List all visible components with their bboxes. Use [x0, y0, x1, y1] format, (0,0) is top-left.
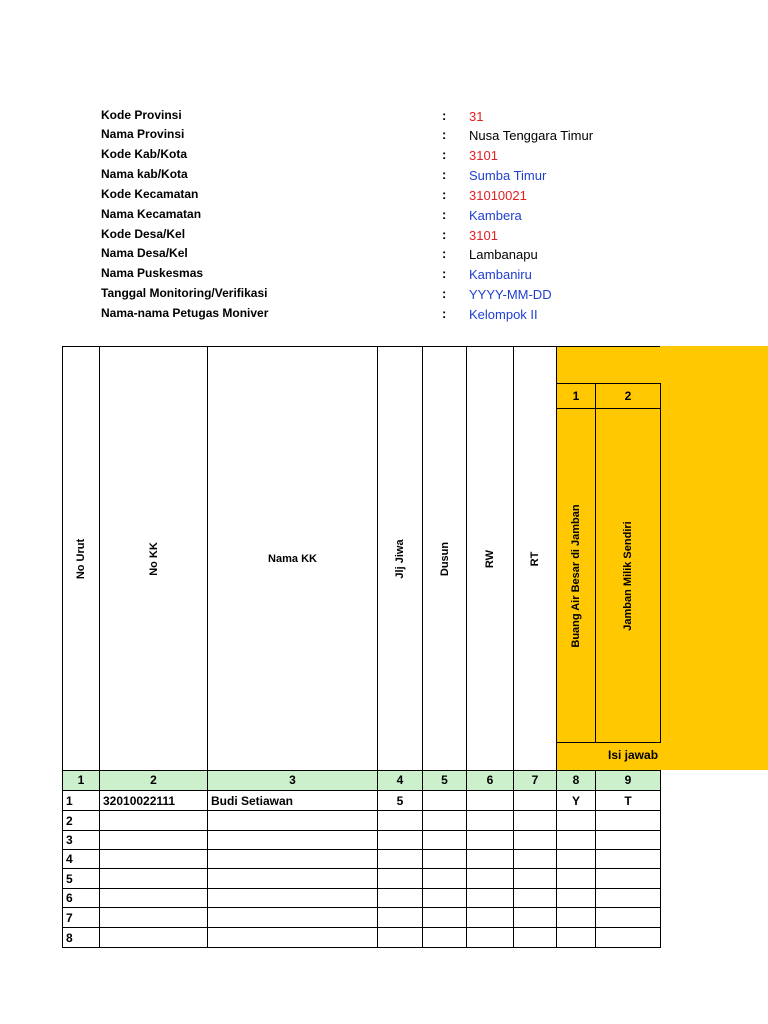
header-no-urut: [62, 346, 100, 771]
table-cell[interactable]: [207, 830, 378, 850]
table-cell[interactable]: [556, 830, 596, 850]
info-colon: :: [442, 147, 447, 162]
info-label: Nama Puskesmas: [101, 266, 204, 280]
table-cell[interactable]: 4: [62, 849, 100, 869]
table-cell[interactable]: [466, 888, 514, 908]
table-cell[interactable]: [595, 810, 661, 831]
info-row: [101, 207, 661, 227]
column-number: 9: [595, 770, 661, 791]
table-cell[interactable]: [466, 810, 514, 831]
info-label: Nama Provinsi: [101, 127, 185, 141]
table-cell[interactable]: T: [595, 790, 661, 811]
info-row: [101, 147, 661, 167]
table-cell[interactable]: [513, 907, 557, 928]
table-cell[interactable]: [99, 927, 208, 948]
header-no-kk: [99, 346, 208, 771]
info-value: 3101: [469, 148, 498, 163]
info-row: [101, 246, 661, 266]
column-number: 3: [207, 770, 378, 791]
table-cell[interactable]: [556, 868, 596, 889]
header-label: Nama KK: [268, 552, 317, 565]
info-row: [101, 286, 661, 306]
header-rw: [466, 346, 514, 771]
info-colon: :: [442, 306, 447, 321]
table-cell[interactable]: [466, 830, 514, 850]
info-value: YYYY-MM-DD: [469, 287, 552, 302]
info-colon: :: [442, 108, 447, 123]
info-colon: :: [442, 127, 447, 142]
question-label: Buang Air Besar di Jamban: [570, 503, 582, 648]
header-nama-kk: [207, 346, 378, 771]
info-colon: :: [442, 207, 447, 222]
info-label: Kode Kab/Kota: [101, 147, 188, 161]
table-cell[interactable]: [513, 927, 557, 948]
table-cell[interactable]: 7: [62, 907, 100, 928]
question-header: [556, 408, 596, 743]
table-cell[interactable]: [513, 830, 557, 850]
table-cell[interactable]: 8: [62, 927, 100, 948]
info-row: [101, 127, 661, 147]
info-value: Sumba Timur: [469, 168, 547, 183]
table-cell[interactable]: [466, 907, 514, 928]
table-cell[interactable]: [377, 868, 423, 889]
table-cell[interactable]: 6: [62, 888, 100, 908]
info-row: [101, 167, 661, 187]
table-cell[interactable]: [595, 830, 661, 850]
info-row: [101, 227, 661, 247]
table-cell[interactable]: [377, 849, 423, 869]
table-cell[interactable]: [556, 849, 596, 869]
question-number: [556, 383, 596, 409]
column-number: 4: [377, 770, 423, 791]
table-cell[interactable]: 32010022111: [99, 790, 208, 811]
header-label: RT: [529, 551, 541, 566]
table-cell[interactable]: [377, 888, 423, 908]
table-cell[interactable]: [207, 810, 378, 831]
table-cell[interactable]: [99, 907, 208, 928]
column-number: 1: [62, 770, 100, 791]
table-cell[interactable]: 5: [377, 790, 423, 811]
info-value: Kambaniru: [469, 267, 532, 282]
table-cell[interactable]: [422, 888, 467, 908]
column-number: 8: [556, 770, 596, 791]
info-label: Nama-nama Petugas Moniver: [101, 306, 269, 320]
table-cell[interactable]: [207, 927, 378, 948]
header-rt: [513, 346, 557, 771]
table-cell[interactable]: [99, 830, 208, 850]
info-colon: :: [442, 266, 447, 281]
table-cell[interactable]: [556, 927, 596, 948]
table-cell[interactable]: [422, 849, 467, 869]
table-cell[interactable]: Y: [556, 790, 596, 811]
table-cell[interactable]: [513, 810, 557, 831]
header-label: No Urut: [75, 538, 87, 579]
header-label: No KK: [147, 541, 160, 576]
question-number: [595, 383, 661, 409]
table-cell[interactable]: [595, 927, 661, 948]
table-cell[interactable]: [466, 927, 514, 948]
column-number: 2: [99, 770, 208, 791]
table-cell[interactable]: [466, 790, 514, 811]
info-colon: :: [442, 246, 447, 261]
header-top-border: [556, 346, 660, 347]
info-value: Nusa Tenggara Timur: [469, 128, 594, 143]
info-row: [101, 306, 661, 326]
table-cell[interactable]: [556, 810, 596, 831]
info-value: Kelompok II: [469, 307, 538, 322]
info-colon: :: [442, 187, 447, 202]
header-label: Jlj Jiwa: [394, 538, 406, 579]
info-value: Kambera: [469, 208, 522, 223]
table-cell[interactable]: 1: [62, 790, 100, 811]
table-cell[interactable]: Budi Setiawan: [207, 790, 378, 811]
header-dusun: [422, 346, 467, 771]
column-number: 6: [466, 770, 514, 791]
table-cell[interactable]: [422, 830, 467, 850]
info-value: Lambanapu: [469, 247, 538, 262]
table-cell[interactable]: [422, 868, 467, 889]
table-cell[interactable]: [99, 849, 208, 869]
table-cell[interactable]: [466, 849, 514, 869]
info-value: 3101: [469, 228, 498, 243]
table-cell[interactable]: [595, 868, 661, 889]
info-label: Nama Desa/Kel: [101, 246, 188, 260]
table-cell[interactable]: [556, 907, 596, 928]
table-cell[interactable]: [422, 790, 467, 811]
info-row: [101, 266, 661, 286]
table-cell[interactable]: [99, 888, 208, 908]
table-cell[interactable]: [377, 907, 423, 928]
table-cell[interactable]: [595, 907, 661, 928]
info-value: 31010021: [469, 188, 527, 203]
table-cell[interactable]: [377, 810, 423, 831]
info-label: Kode Provinsi: [101, 108, 182, 122]
question-number-label: 2: [624, 389, 632, 403]
info-colon: :: [442, 167, 447, 182]
info-colon: :: [442, 286, 447, 301]
table-cell[interactable]: [422, 927, 467, 948]
info-value: 31: [469, 109, 484, 124]
info-label: Kode Kecamatan: [101, 187, 199, 201]
info-row: [101, 187, 661, 207]
table-cell[interactable]: [595, 888, 661, 908]
info-label: Tanggal Monitoring/Verifikasi: [101, 286, 268, 300]
table-cell[interactable]: [422, 810, 467, 831]
question-label: Jamban Milik Sendiri: [622, 520, 634, 631]
answer-note-label: Isi jawab: [608, 748, 659, 762]
question-number-label: 1: [572, 389, 580, 403]
table-cell[interactable]: 2: [62, 810, 100, 831]
table-cell[interactable]: [422, 907, 467, 928]
header-jlh-jiwa: [377, 346, 423, 771]
info-label: Nama Kecamatan: [101, 207, 202, 221]
answer-note: [596, 742, 676, 768]
info-row: [101, 108, 661, 128]
column-number: 5: [422, 770, 467, 791]
table-cell[interactable]: [513, 849, 557, 869]
table-cell[interactable]: [466, 868, 514, 889]
header-label: RW: [484, 549, 496, 568]
table-cell[interactable]: [513, 888, 557, 908]
column-number: 7: [513, 770, 557, 791]
table-cell[interactable]: [207, 868, 378, 889]
yellow-left-border: [556, 346, 557, 770]
table-cell[interactable]: 3: [62, 830, 100, 850]
table-cell[interactable]: [595, 849, 661, 869]
table-cell[interactable]: 5: [62, 868, 100, 889]
table-cell[interactable]: [377, 927, 423, 948]
question-header: [595, 408, 661, 743]
table-cell[interactable]: [99, 868, 208, 889]
info-label: Kode Desa/Kel: [101, 227, 186, 241]
table-cell[interactable]: [207, 907, 378, 928]
info-colon: :: [442, 227, 447, 242]
table-cell[interactable]: [99, 810, 208, 831]
table-cell[interactable]: [377, 830, 423, 850]
table-cell[interactable]: [513, 790, 557, 811]
table-cell[interactable]: [556, 888, 596, 908]
table-cell[interactable]: [207, 849, 378, 869]
table-cell[interactable]: [207, 888, 378, 908]
info-label: Nama kab/Kota: [101, 167, 188, 181]
table-cell[interactable]: [513, 868, 557, 889]
header-label: Dusun: [438, 541, 451, 576]
